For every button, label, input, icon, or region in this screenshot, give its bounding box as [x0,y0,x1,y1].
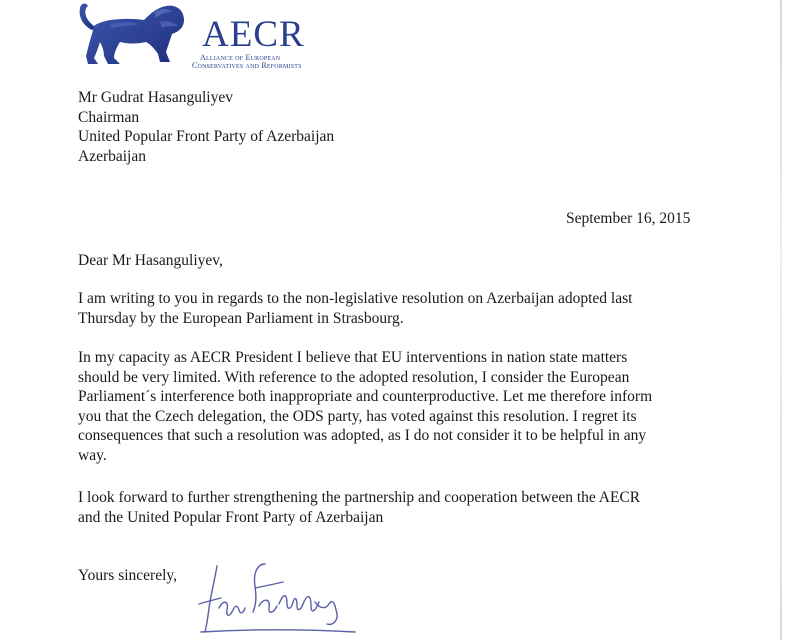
letterhead-full-name-line2: Conservatives and Reformists [192,61,302,70]
recipient-country: Azerbaijan [78,147,146,165]
body-paragraph-1 [78,289,632,328]
paragraph-line: Thursday by the European Parliament in Strasbourg. [78,309,404,327]
scan-edge-shadow [780,0,782,640]
paragraph-line: way. [78,446,107,464]
recipient-address [78,88,334,166]
paragraph-line: consequences that such a resolution was adopted, as I do not consider it to be helpful in any [78,427,647,444]
body-paragraph-2 [78,348,652,465]
paragraph-line: Parliament´s interference both inappropriate and counterproductive. Let me therefore inform [78,388,653,405]
handwritten-signature [195,558,365,640]
letterhead-wordmark [192,16,332,70]
paragraph-line: In my capacity as AECR President I believe that EU interventions in nation state matters [78,349,628,366]
body-paragraph-3 [78,488,640,527]
letterhead-full-name-line1: Alliance of European [200,53,281,62]
recipient-name: Mr Gudrat Hasanguliyev [78,89,233,106]
closing: Yours sincerely, [78,567,178,584]
recipient-title: Chairman [78,108,140,126]
paragraph-line: should be very limited. With reference to the adopted resolution, I consider the European [78,368,630,386]
letter-date: September 16, 2015 [566,210,691,227]
letterhead-acronym: AECR [202,14,305,55]
lion-logo-icon [70,0,188,68]
salutation: Dear Mr Hasanguliyev, [78,252,223,269]
paragraph-line: you that the Czech delegation, the ODS party, has voted against this resolution. I regret its [78,407,637,425]
paragraph-line: I am writing to you in regards to the non-legislative resolution on Azerbaijan adopted last [78,290,633,307]
letterhead-full-name [192,54,332,70]
paragraph-line: I look forward to further strengthening the partnership and cooperation between the AECR [78,489,641,506]
recipient-organization: United Popular Front Party of Azerbaijan [78,128,335,145]
paragraph-line: and the United Popular Front Party of Azerbaijan [78,508,384,526]
